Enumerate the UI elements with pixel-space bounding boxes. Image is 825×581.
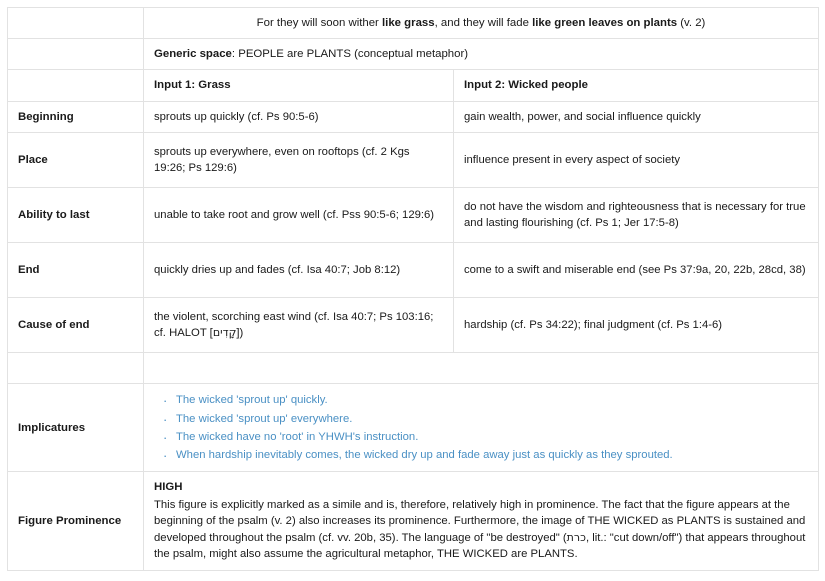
cell-end-input1: quickly dries up and fades (cf. Isa 40:7; Job 8:12): [144, 242, 454, 297]
figure-prominence-rating: HIGH: [154, 481, 183, 494]
list-item: · The wicked 'sprout up' quickly.: [176, 391, 808, 409]
cause-input1-post: ]): [236, 326, 244, 339]
cell-beginning-input2: gain wealth, power, and social influence quickly: [454, 101, 819, 132]
quote-bold-grass: like grass: [382, 17, 435, 29]
quote-prefix: For they will soon wither: [256, 17, 383, 29]
row-label-blend: Blend: [8, 352, 144, 383]
implicatures-cell: [144, 384, 819, 472]
hebrew-karat: כרת: [566, 530, 586, 544]
column-header-input2: Input 2: Wicked people: [454, 70, 819, 101]
row-label-end: End: [8, 242, 144, 297]
generic-space-separator: :: [231, 48, 239, 61]
cause-input1-pre: the violent, scorching east wind (cf. Isa 40:7; Ps 103:16; cf. HALOT [: [154, 310, 434, 339]
row-label-ability-to-last: Ability to last: [8, 187, 144, 242]
cell-cause-input2: hardship (cf. Ps 34:22); final judgment (cf. Ps 1:4-6): [454, 297, 819, 352]
conceptual-blend-table: [7, 7, 819, 571]
table-row: [8, 297, 819, 352]
quote-row: [8, 8, 819, 39]
cell-cause-input1: [144, 297, 454, 352]
cell-beginning-input1: sprouts up quickly (cf. Ps 90:5-6): [144, 101, 454, 132]
hebrew-qadim: קָדִים: [212, 325, 237, 339]
generic-blank-cell: [8, 39, 144, 70]
verse-quote: [144, 8, 819, 39]
blend-value: The grass-like wicked person: [144, 352, 819, 383]
row-label-figure-prominence: Figure Prominence: [8, 472, 144, 571]
blend-row: [8, 352, 819, 383]
generic-space-row: [8, 39, 819, 70]
input-header-row: [8, 70, 819, 101]
column-header-input1: Input 1: Grass: [144, 70, 454, 101]
fp-body-post: , lit.: "cut down/off") that appears throughout the psalm, might also assume the agricultural metaphor, THE WICKED are PLANTS.: [154, 531, 806, 561]
cell-place-input1: sprouts up everywhere, even on rooftops (cf. 2 Kgs 19:26; Ps 129:6): [144, 132, 454, 187]
figure-prominence-row: [8, 472, 819, 571]
table-row: [8, 242, 819, 297]
table-row: [8, 187, 819, 242]
row-label-cause-of-end: Cause of end: [8, 297, 144, 352]
implicatures-row: [8, 384, 819, 472]
row-label-place: Place: [8, 132, 144, 187]
generic-space-label: Generic space: [154, 48, 232, 61]
cell-ability-input1: unable to take root and grow well (cf. Pss 90:5-6; 129:6): [144, 187, 454, 242]
cell-end-input2: come to a swift and miserable end (see Ps 37:9a, 20, 22b, 28cd, 38): [454, 242, 819, 297]
list-item: · The wicked have no 'root' in YHWH's instruction.: [176, 428, 808, 446]
quote-bold-leaves: like green leaves on plants: [532, 17, 678, 29]
implicatures-list: [154, 391, 808, 464]
cell-place-input2: influence present in every aspect of society: [454, 132, 819, 187]
quote-middle: , and they will fade: [434, 17, 533, 29]
figure-prominence-cell: [144, 472, 819, 571]
corner-blank-cell: [8, 8, 144, 39]
fp-body-pre: This figure is explicitly marked as a simile and is, therefore, relatively high in prominence. The fact that the figure appears at the beginning of the psalm (v. 2) also increases its prominence. Furthermore, the image of THE WICKED as PLANTS is sustained and developed throughout the psalm (cf. vv. 20b, 35). The language of "be destroyed" (: [154, 498, 806, 544]
input-header-blank-cell: [8, 70, 144, 101]
row-label-implicatures: Implicatures: [8, 384, 144, 472]
figure-prominence-body: [154, 497, 808, 563]
cell-ability-input2: do not have the wisdom and righteousness that is necessary for true and lasting flourishing (cf. Ps 1; Jer 17:5-8): [454, 187, 819, 242]
table-row: [8, 132, 819, 187]
generic-space-text: PEOPLE are PLANTS (conceptual metaphor): [238, 48, 469, 61]
generic-space-cell: [144, 39, 819, 70]
quote-reference: (v. 2): [677, 17, 706, 29]
list-item: · When hardship inevitably comes, the wicked dry up and fade away just as quickly as they sprouted.: [176, 446, 808, 464]
table-row: [8, 101, 819, 132]
row-label-beginning: Beginning: [8, 101, 144, 132]
list-item: · The wicked 'sprout up' everywhere.: [176, 410, 808, 428]
